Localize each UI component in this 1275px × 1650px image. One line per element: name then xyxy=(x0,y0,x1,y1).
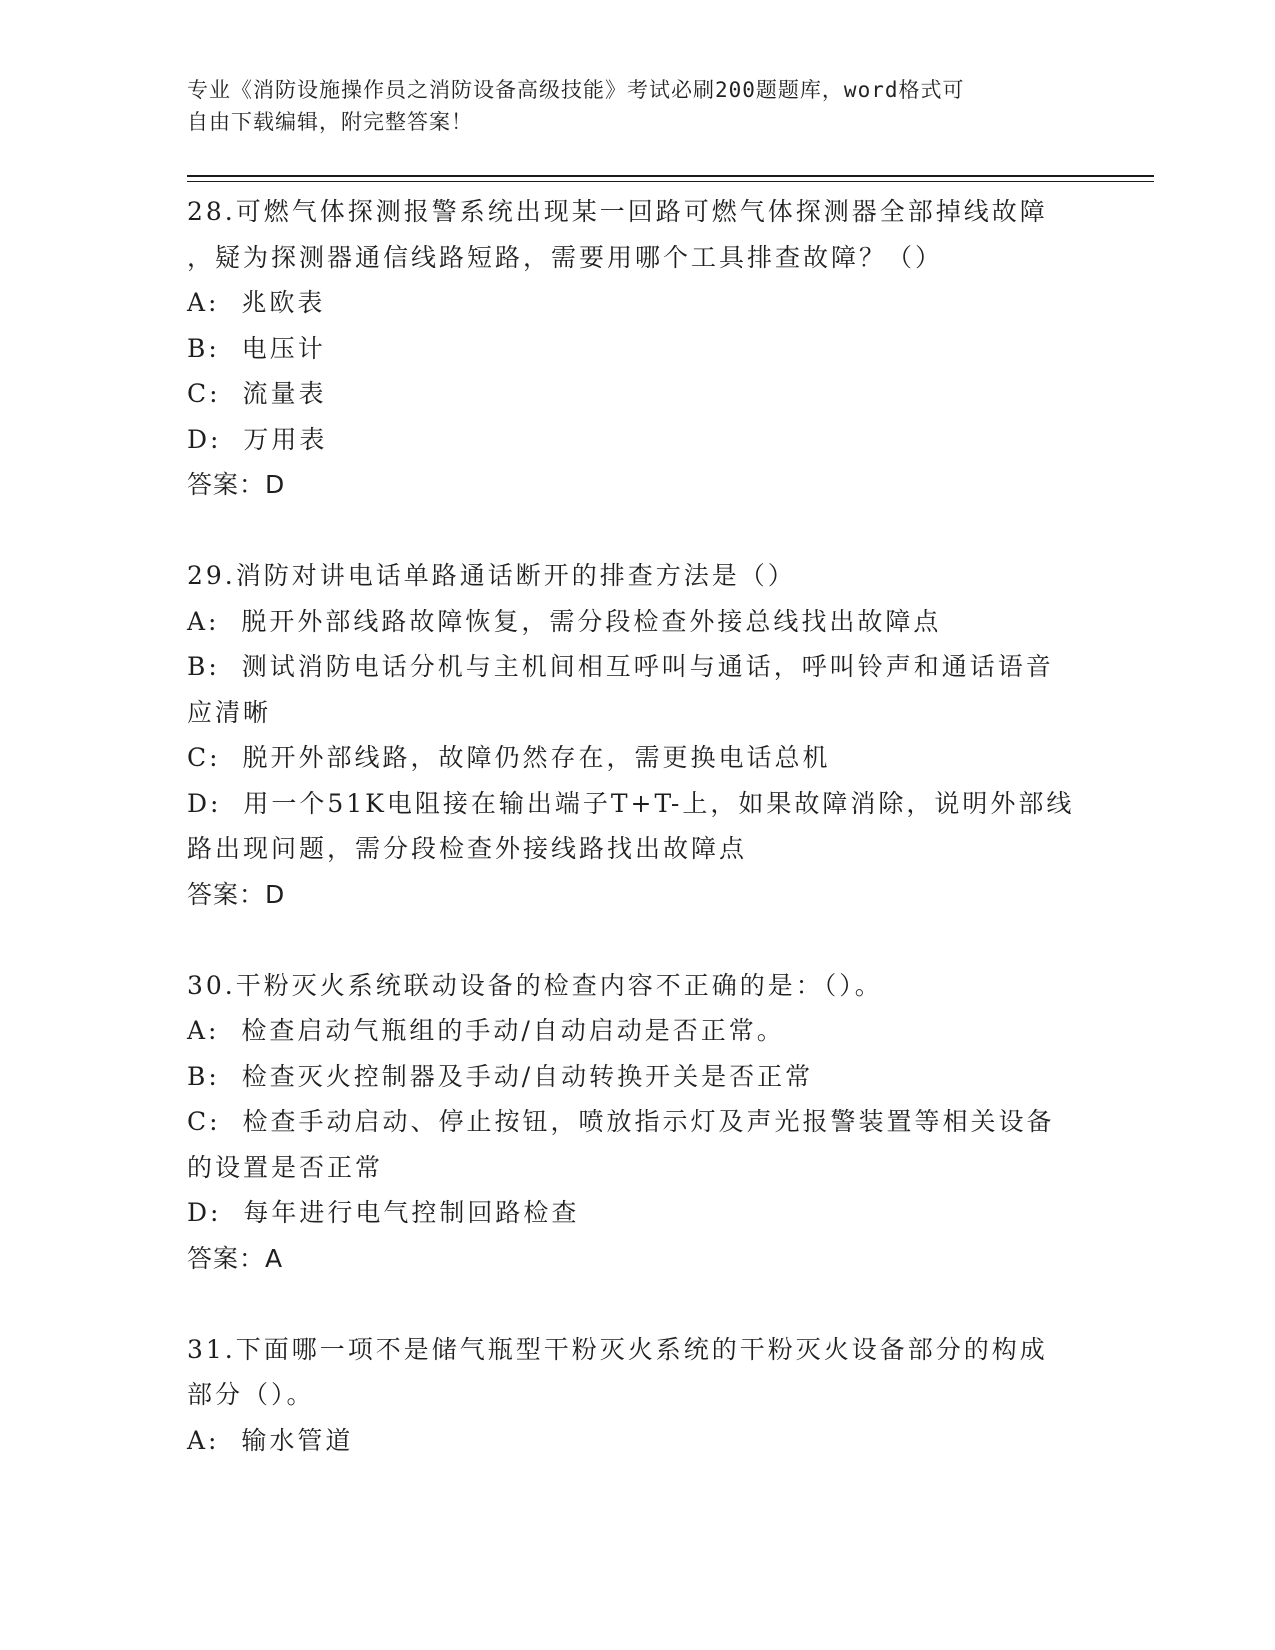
option-c: C: 检查手动启动、停止按钮，喷放指示灯及声光报警装置等相关设备 xyxy=(187,1107,1055,1136)
question-28 xyxy=(187,189,1087,508)
option-a: A: 输水管道 xyxy=(187,1425,354,1455)
option-a: A: 检查启动气瓶组的手动/自动启动是否正常。 xyxy=(187,1016,785,1045)
option-d: D: 每年进行电气控制回路检查 xyxy=(187,1198,580,1227)
question-stem-line: 28.可燃气体探测报警系统出现某一回路可燃气体探测器全部掉线故障 xyxy=(187,197,1048,226)
option-b: B: 电压计 xyxy=(187,333,326,363)
question-stem-line: 29.消防对讲电话单路通话断开的排查方法是（） xyxy=(187,561,796,590)
header-line-1: 专业《消防设施操作员之消防设备高级技能》考试必刷200题题库，word格式可 xyxy=(187,78,965,102)
question-30 xyxy=(187,963,1087,1282)
answer-label: 答案：A xyxy=(187,1243,284,1273)
option-a: A: 脱开外部线路故障恢复，需分段检查外接总线找出故障点 xyxy=(187,606,942,636)
option-c-continued: 的设置是否正常 xyxy=(187,1152,384,1182)
option-d: D: 万用表 xyxy=(187,424,328,454)
option-b: B: 测试消防电话分机与主机间相互呼叫与通话，呼叫铃声和通话语音 xyxy=(187,652,1054,681)
header-divider-thin xyxy=(187,181,1154,182)
question-stem-line: 31.下面哪一项不是储气瓶型干粉灭火系统的干粉灭火设备部分的构成 xyxy=(187,1334,1048,1364)
question-stem-line: ，疑为探测器通信线路短路，需要用哪个工具排查故障？（） xyxy=(187,242,944,272)
option-a: A: 兆欧表 xyxy=(187,288,326,317)
question-31 xyxy=(187,1327,1087,1464)
option-d: D: 用一个51K电阻接在输出端子T+T-上，如果故障消除，说明外部线 xyxy=(187,788,1075,818)
question-list xyxy=(187,189,1087,1509)
option-b: B: 检查灭火控制器及手动/自动转换开关是否正常 xyxy=(187,1061,814,1091)
option-c: C: 流量表 xyxy=(187,379,327,408)
question-29 xyxy=(187,553,1087,917)
header-divider-thick xyxy=(187,175,1154,177)
question-stem-line: 30.干粉灭火系统联动设备的检查内容不正确的是：（）。 xyxy=(187,970,883,1000)
option-d-continued: 路出现问题，需分段检查外接线路找出故障点 xyxy=(187,834,748,863)
answer-label: 答案：D xyxy=(187,879,286,909)
document-header xyxy=(187,74,1087,138)
question-stem-line: 部分（）。 xyxy=(187,1380,315,1409)
option-c: C: 脱开外部线路，故障仍然存在，需更换电话总机 xyxy=(187,743,831,772)
answer-label: 答案：D xyxy=(187,470,286,499)
header-line-2: 自由下载编辑，附完整答案！ xyxy=(187,110,473,134)
option-b-continued: 应清晰 xyxy=(187,697,272,727)
